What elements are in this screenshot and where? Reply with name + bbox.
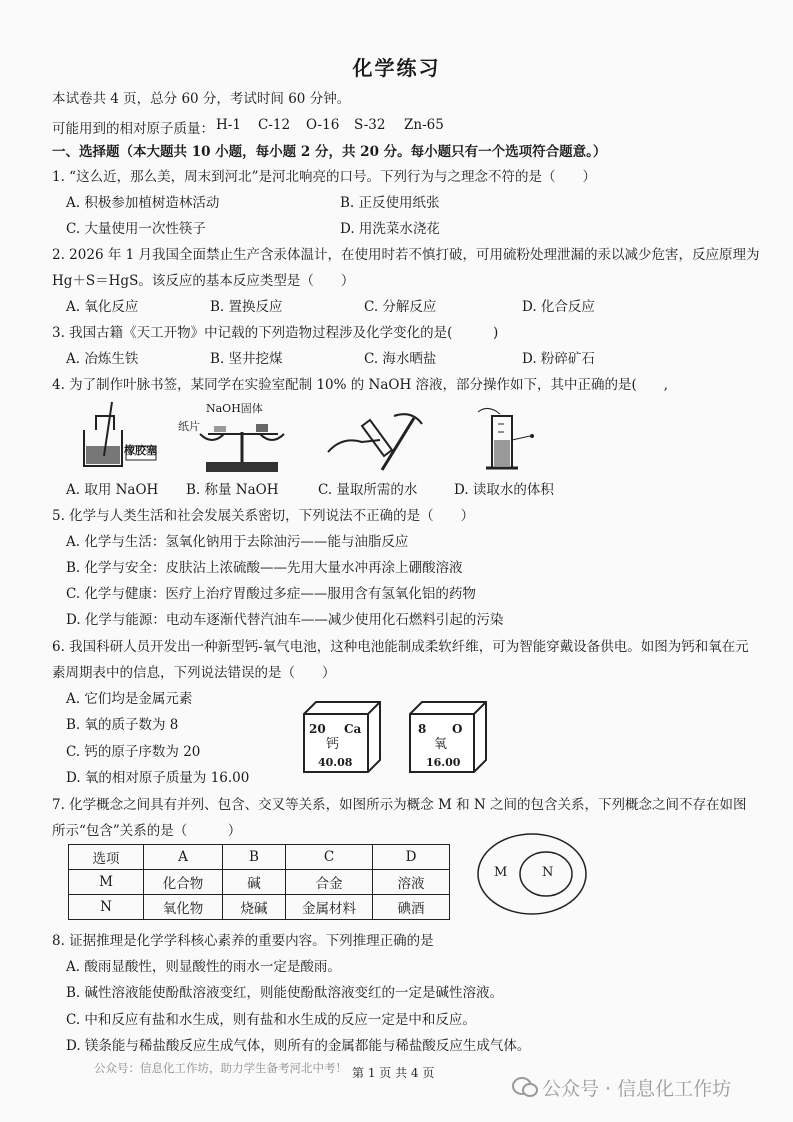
q4-option-a: A. 取用 NaOH (66, 482, 159, 498)
venn-label-m: M (494, 865, 508, 880)
venn-diagram (474, 830, 594, 920)
atomic-mass-zn: Zn-65 (404, 117, 444, 133)
q2-option-b: B. 置换反应 (210, 299, 283, 315)
calcium-mass: 40.08 (318, 756, 353, 769)
table-cell: M (69, 870, 144, 895)
table-cell: 选项 (69, 845, 144, 870)
q5-stem: 5. 化学与人类生活和社会发展关系密切，下列说法不正确的是（ ） (52, 508, 475, 524)
q7-stem-line2: 所示“包含”关系的是（ ） (52, 823, 242, 839)
q5-option-a: A. 化学与生活：氢氧化钠用于去除油污——能与油脂反应 (66, 534, 409, 550)
figure-measure-water (322, 410, 432, 476)
q6-stem-line2: 素周期表中的信息，下列说法错误的是（ ） (52, 665, 336, 681)
figure-weigh-naoh (186, 412, 296, 474)
q1-option-a: A. 积极参加植树造林活动 (66, 195, 220, 211)
wechat-icon (512, 1076, 538, 1098)
concept-table (68, 844, 450, 920)
atomic-mass-h: H-1 (216, 117, 241, 133)
q1-option-d: D. 用洗菜水浇花 (340, 221, 440, 237)
table-cell: 碘酒 (373, 895, 450, 920)
section-heading: 一、选择题（本大题共 10 小题，每小题 2 分，共 20 分。每小题只有一个选项符合题意。） (52, 144, 607, 160)
q1-option-c: C. 大量使用一次性筷子 (66, 221, 206, 237)
table-cell: A (144, 845, 223, 870)
calcium-name: 钙 (326, 737, 340, 752)
table-cell: N (69, 895, 144, 920)
q2-option-a: A. 氧化反应 (66, 299, 139, 315)
figure-read-volume (476, 404, 546, 474)
table-row-n (69, 895, 450, 920)
q5-option-b: B. 化学与安全：皮肤沾上浓硫酸——先用大量水冲再涂上硼酸溶液 (66, 560, 463, 576)
q2-option-c: C. 分解反应 (364, 299, 437, 315)
q3-stem: 3. 我国古籍《天工开物》中记载的下列造物过程涉及化学变化的是( ) (52, 325, 499, 341)
table-cell: 合金 (286, 870, 373, 895)
q1-option-b: B. 正反使用纸张 (340, 195, 440, 211)
q3-option-c: C. 海水晒盐 (364, 351, 437, 367)
q8-option-c: C. 中和反应有盐和水生成，则有盐和水生成的反应一定是中和反应。 (66, 1012, 476, 1028)
oxygen-symbol: O (452, 722, 463, 736)
q5-option-c: C. 化学与健康：医疗上治疗胃酸过多症——服用含有氢氧化铝的药物 (66, 586, 476, 602)
exam-intro: 本试卷共 4 页，总分 60 分，考试时间 60 分钟。 (52, 91, 351, 107)
table-header-row (69, 845, 450, 870)
atomic-mass-o: O-16 (306, 117, 340, 133)
label-stopper: 橡胶塞 (124, 444, 157, 457)
table-cell: 金属材料 (286, 895, 373, 920)
table-cell: C (286, 845, 373, 870)
q8-option-b: B. 碱性溶液能使酚酞溶液变红，则能使酚酞溶液变红的一定是碱性溶液。 (66, 985, 504, 1001)
table-row-m (69, 870, 450, 895)
q2-stem-line1: 2. 2026 年 1 月我国全面禁止生产含汞体温计，在使用时若不慎打破，可用硫粉处理泄漏的汞以减少危害，反应原理为 (52, 247, 760, 263)
q8-stem: 8. 证据推理是化学学科核心素养的重要内容。下列推理正确的是 (52, 933, 434, 949)
label-naoh-solid: NaOH固体 (206, 402, 263, 415)
label-paper: 纸片 (178, 420, 200, 433)
q6-option-b: B. 氧的质子数为 8 (66, 717, 179, 733)
q8-option-a: A. 酸雨显酸性，则显酸性的雨水一定是酸雨。 (66, 959, 341, 975)
q6-option-a: A. 它们均是金属元素 (66, 691, 193, 707)
q2-stem-line2: Hg＋S＝HgS。该反应的基本反应类型是（ ） (52, 273, 355, 289)
q3-option-a: A. 冶炼生铁 (66, 351, 139, 367)
q4-stem: 4. 为了制作叶脉书签，某同学在实验室配制 10% 的 NaOH 溶液，部分操作如下，其中正确的是( , (52, 377, 669, 393)
q4-option-d: D. 读取水的体积 (454, 482, 554, 498)
page-title: 化学练习 (352, 56, 441, 80)
q2-option-d: D. 化合反应 (522, 299, 595, 315)
table-cell: B (223, 845, 286, 870)
q3-option-d: D. 粉碎矿石 (522, 351, 595, 367)
table-cell: 碱 (223, 870, 286, 895)
q7-stem-line1: 7. 化学概念之间具有并列、包含、交叉等关系，如图所示为概念 M 和 N 之间的包含关系，下列概念之间不存在如图 (52, 797, 747, 813)
q4-option-c: C. 量取所需的水 (318, 482, 418, 498)
table-cell: D (373, 845, 450, 870)
table-cell: 化合物 (144, 870, 223, 895)
q6-stem-line1: 6. 我国科研人员开发出一种新型钙-氧气电池，这种电池能制成柔软纤维，可为智能穿戴设备供电。如图为钙和氧在元 (52, 639, 749, 655)
atomic-mass-c: C-12 (258, 117, 291, 133)
oxygen-name: 氧 (434, 737, 448, 752)
calcium-number: 20 (309, 722, 326, 736)
q8-option-d: D. 镁条能与稀盐酸反应生成气体，则所有的金属都能与稀盐酸反应生成气体。 (66, 1038, 531, 1054)
q6-option-c: C. 钙的原子序数为 20 (66, 744, 201, 760)
oxygen-number: 8 (418, 722, 427, 736)
page-number: 第 1 页 共 4 页 (352, 1066, 435, 1080)
q1-stem: 1. “这么近，那么美，周末到河北”是河北响亮的口号。下列行为与之理念不符的是（ ） (52, 169, 596, 185)
calcium-symbol: Ca (344, 722, 362, 736)
footer-promo: 公众号：信息化工作坊，助力学生备考河北中考！ (94, 1061, 347, 1075)
table-cell: 氧化物 (144, 895, 223, 920)
q3-option-b: B. 坚井挖煤 (210, 351, 283, 367)
watermark-text: 公众号 · 信息化工作坊 (542, 1078, 732, 1100)
q6-option-d: D. 氧的相对原子质量为 16.00 (66, 770, 250, 786)
atomic-mass-s: S-32 (354, 117, 386, 133)
venn-label-n: N (542, 865, 554, 880)
atomic-mass-label: 可能用到的相对原子质量： (52, 121, 214, 137)
q4-option-b: B. 称量 NaOH (186, 482, 279, 498)
table-cell: 溶液 (373, 870, 450, 895)
figure-take-naoh (74, 400, 164, 472)
q5-option-d: D. 化学与能源：电动车逐渐代替汽油车——减少使用化石燃料引起的污染 (66, 612, 504, 628)
table-cell: 烧碱 (223, 895, 286, 920)
oxygen-mass: 16.00 (426, 756, 461, 769)
